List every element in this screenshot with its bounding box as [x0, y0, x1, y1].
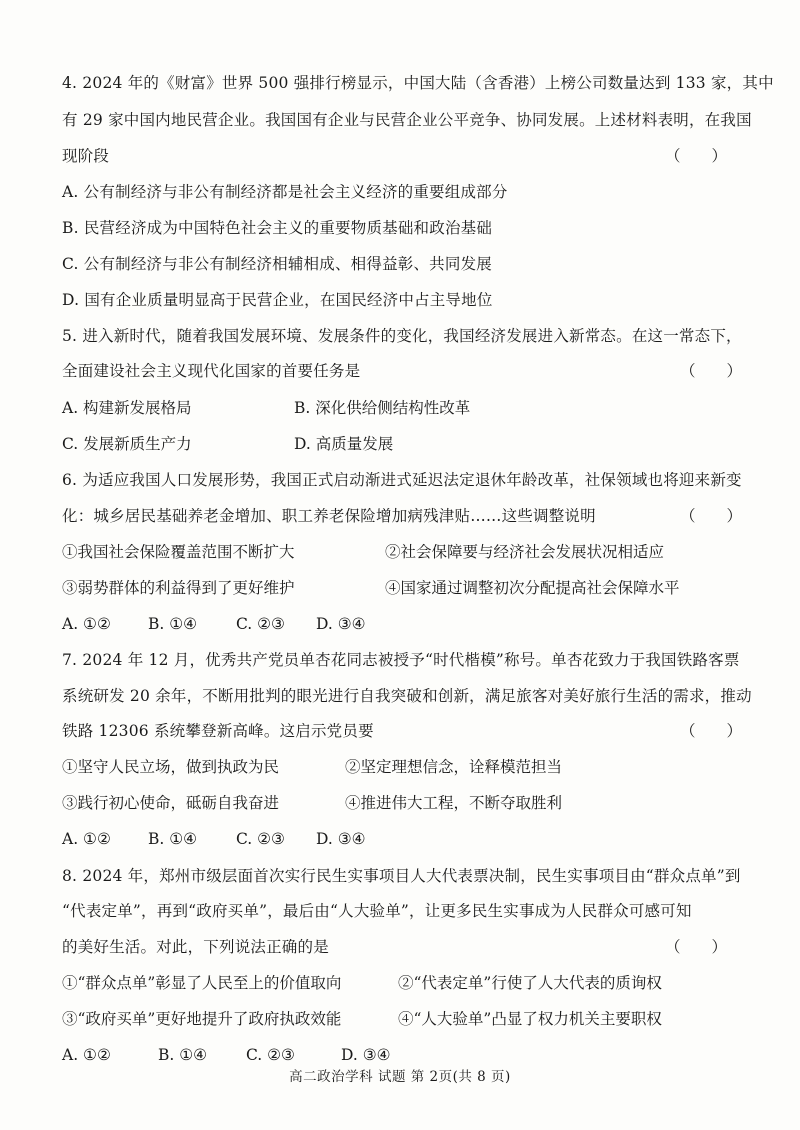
- q4-stem-line-1: 4. 2024 年的《财富》世界 500 强排行榜显示，中国大陆（含香港）上榜公司数量达到 133 家，其中: [62, 74, 774, 92]
- q7-option-b: B. ①④: [148, 830, 198, 848]
- q7-option-d: D. ③④: [316, 830, 366, 848]
- q5-option-b: B. 深化供给侧结构性改革: [294, 399, 471, 417]
- q6-stem-line-2: 化：城乡居民基础养老金增加、职工养老保险增加病残津贴……这些调整说明: [62, 507, 596, 525]
- q7-option-c: C. ②③: [236, 830, 285, 848]
- q6-statement-2: ②社会保障要与经济社会发展状况相适应: [385, 543, 665, 561]
- q8-statement-4: ④“人大验单”凸显了权力机关主要职权: [398, 1010, 662, 1028]
- q6-option-c: C. ②③: [236, 615, 285, 633]
- q8-statement-1: ①“群众点单”彰显了人民至上的价值取向: [62, 974, 342, 992]
- q4-stem-line-3: 现阶段: [62, 147, 110, 165]
- q7-statement-4: ④推进伟大工程，不断夺取胜利: [345, 794, 563, 812]
- q6-option-d: D. ③④: [316, 615, 366, 633]
- q6-statement-3: ③弱势群体的利益得到了更好维护: [62, 579, 295, 597]
- q4-option-d: D. 国有企业质量明显高于民营企业，在国民经济中占主导地位: [62, 291, 493, 309]
- q6-stem-line-1: 6. 为适应我国人口发展形势，我国正式启动渐进式延迟法定退休年龄改革，社保领域也将迎来新变: [62, 471, 742, 489]
- q6-option-b: B. ①④: [148, 615, 198, 633]
- q8-statement-2: ②“代表定单”行使了人大代表的质询权: [398, 974, 662, 992]
- q6-answer-blank: （ ）: [680, 507, 743, 525]
- q6-statement-4: ④国家通过调整初次分配提高社会保障水平: [385, 579, 680, 597]
- q6-statement-1: ①我国社会保险覆盖范围不断扩大: [62, 543, 295, 561]
- q6-option-a: A. ①②: [62, 615, 111, 633]
- q8-stem-line-1: 8. 2024 年，郑州市级层面首次实行民生实事项目人大代表票决制，民生实事项目由“群众点单”到: [62, 867, 741, 885]
- q5-stem-line-2: 全面建设社会主义现代化国家的首要任务是: [62, 362, 361, 380]
- q4-option-a: A. 公有制经济与非公有制经济都是社会主义经济的重要组成部分: [62, 183, 508, 201]
- q8-option-c: C. ②③: [246, 1046, 295, 1064]
- q4-option-b: B. 民营经济成为中国特色社会主义的重要物质基础和政治基础: [62, 219, 493, 237]
- q5-answer-blank: （ ）: [680, 362, 743, 380]
- q7-statement-1: ①坚守人民立场，做到执政为民: [62, 758, 280, 776]
- q7-stem-line-3: 铁路 12306 系统攀登新高峰。这启示党员要: [62, 722, 374, 740]
- q8-stem-line-2: “代表定单”，再到“政府买单”，最后由“人大验单”，让更多民生实事成为人民群众可感可知: [62, 902, 692, 920]
- q8-answer-blank: （ ）: [665, 938, 728, 956]
- q7-option-a: A. ①②: [62, 830, 111, 848]
- q8-stem-line-3: 的美好生活。对此，下列说法正确的是: [62, 938, 329, 956]
- q7-stem-line-1: 7. 2024 年 12 月，优秀共产党员单杏花同志被授予“时代楷模”称号。单杏花致力于我国铁路客票: [62, 651, 740, 669]
- q4-answer-blank: （ ）: [665, 147, 728, 165]
- q8-option-a: A. ①②: [62, 1046, 111, 1064]
- q7-answer-blank: （ ）: [680, 722, 743, 740]
- q5-option-a: A. 构建新发展格局: [62, 399, 192, 417]
- q7-stem-line-2: 系统研发 20 余年，不断用批判的眼光进行自我突破和创新，满足旅客对美好旅行生活的需求，推动: [62, 687, 752, 705]
- q4-stem-line-2: 有 29 家中国内地民营企业。我国国有企业与民营企业公平竞争、协同发展。上述材料表明，在我国: [62, 111, 752, 129]
- q7-statement-3: ③践行初心使命，砥砺自我奋进: [62, 794, 280, 812]
- q8-statement-3: ③“政府买单”更好地提升了政府执政效能: [62, 1010, 342, 1028]
- q5-option-c: C. 发展新质生产力: [62, 435, 192, 453]
- q7-statement-2: ②坚定理想信念，诠释模范担当: [345, 758, 563, 776]
- q8-option-d: D. ③④: [341, 1046, 391, 1064]
- q4-option-c: C. 公有制经济与非公有制经济相辅相成、相得益彰、共同发展: [62, 255, 492, 273]
- q5-option-d: D. 高质量发展: [294, 435, 394, 453]
- q5-stem-line-1: 5. 进入新时代，随着我国发展环境、发展条件的变化，我国经济发展进入新常态。在这一常态下，: [62, 327, 742, 345]
- q8-option-b: B. ①④: [158, 1046, 208, 1064]
- page-footer: 高二政治学科 试题 第 2页(共 8 页): [289, 1069, 511, 1085]
